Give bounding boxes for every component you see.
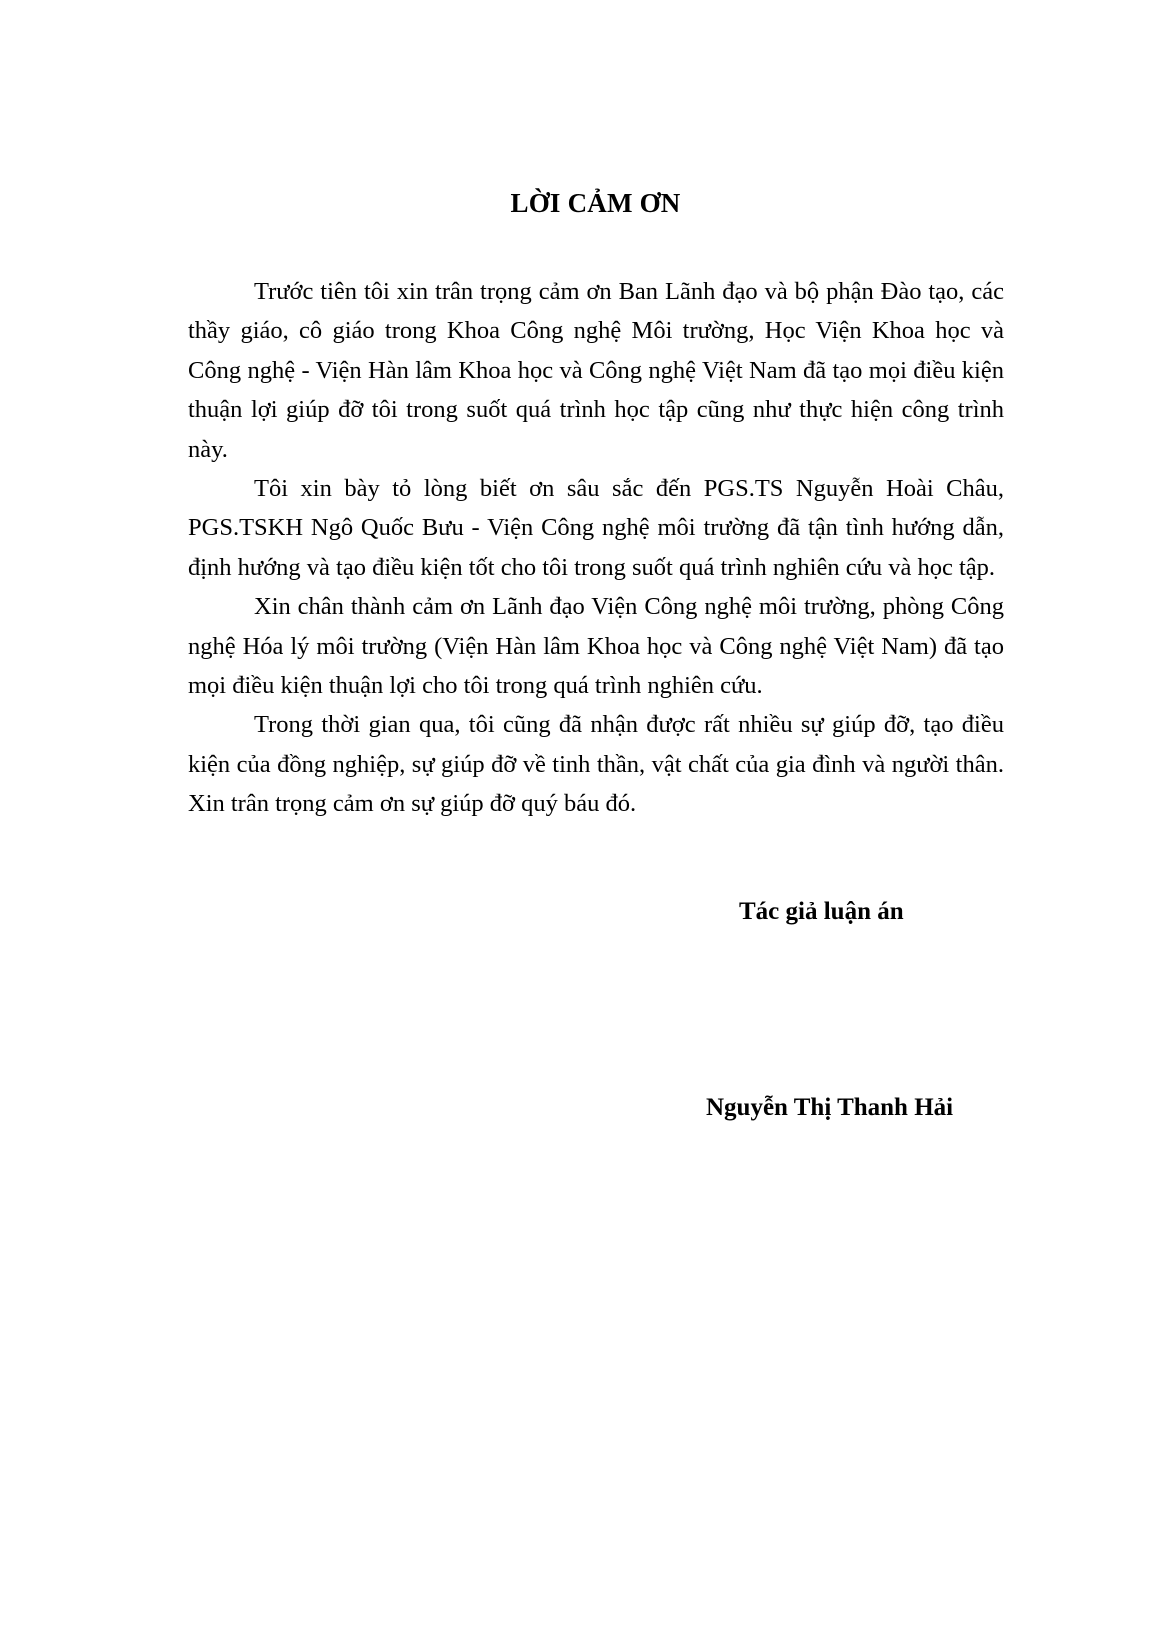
paragraph-3: Xin chân thành cảm ơn Lãnh đạo Viện Công nghệ môi trường, phòng Công nghệ Hóa lý môi trường (Viện Hàn lâm Khoa học và Công nghệ Việt Nam) đã tạo mọi điều kiện thuận lợi cho tôi trong quá trình nghiên cứu. bbox=[188, 593, 1004, 700]
paragraph-4: Trong thời gian qua, tôi cũng đã nhận được rất nhiều sự giúp đỡ, tạo điều kiện của đồng nghiệp, sự giúp đỡ về tinh thần, vật chất của gia đình và người thân. Xin trân trọng cảm ơn sự giúp đỡ quý báu đó. bbox=[188, 711, 1004, 818]
paragraph-2: Tôi xin bày tỏ lòng biết ơn sâu sắc đến PGS.TS Nguyễn Hoài Châu, PGS.TSKH Ngô Quốc Bưu - Viện Công nghệ môi trường đã tận tình hướng dẫn, định hướng và tạo điều kiện tốt cho tôi trong suốt quá trình nghiên cứu và học tập. bbox=[188, 475, 1004, 581]
acknowledgement-body bbox=[188, 272, 1004, 824]
signature-role: Tác giả luận án bbox=[739, 898, 904, 925]
signature-name: Nguyễn Thị Thanh Hải bbox=[706, 1094, 954, 1121]
paragraph-1: Trước tiên tôi xin trân trọng cảm ơn Ban Lãnh đạo và bộ phận Đào tạo, các thầy giáo, cô giáo trong Khoa Công nghệ Môi trường, Học Viện Khoa học và Công nghệ - Viện Hàn lâm Khoa học và Công nghệ Việt Nam đã tạo mọi điều kiện thuận lợi giúp đỡ tôi trong suốt quá trình học tập cũng như thực hiện công trình này. bbox=[188, 278, 1004, 463]
page-title: LỜI CẢM ƠN bbox=[510, 188, 681, 218]
